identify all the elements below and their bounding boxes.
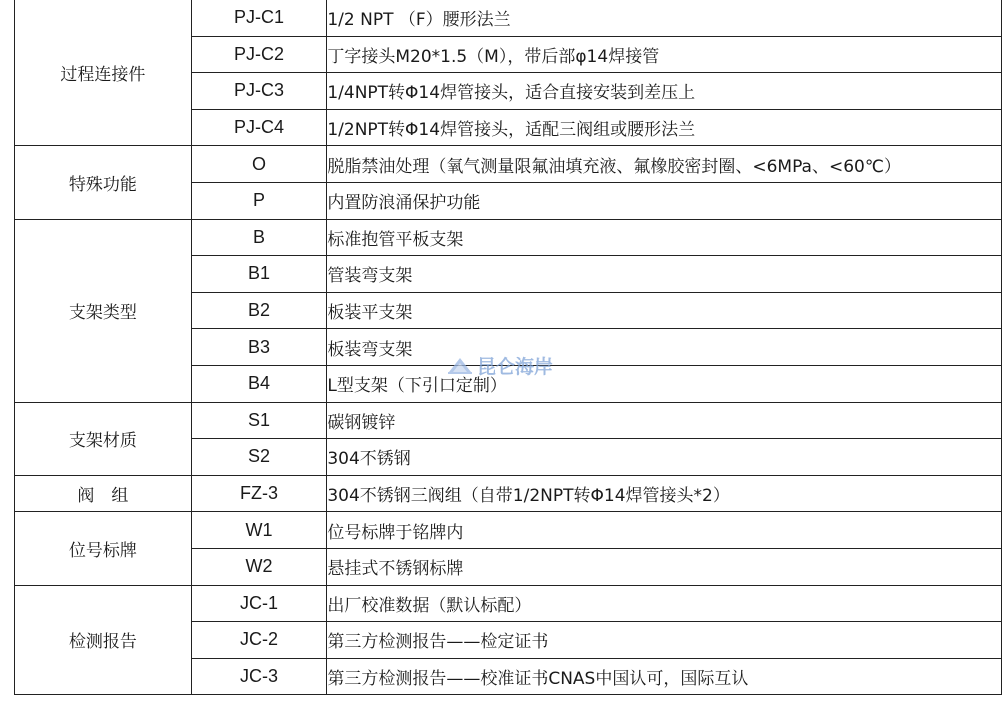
option-description-cell: 1/4NPT转Φ14焊管接头，适合直接安装到差压上	[327, 73, 1002, 110]
option-code-cell: PJ-C3	[191, 73, 327, 110]
option-description-cell: 板装弯支架	[327, 329, 1002, 366]
table-row	[15, 585, 1002, 622]
option-code-cell: W2	[191, 548, 327, 585]
table-row	[15, 512, 1002, 549]
category-cell: 位号标牌	[15, 512, 192, 585]
option-description-cell: 304不锈钢三阀组（自带1/2NPT转Φ14焊管接头*2）	[327, 475, 1002, 512]
category-cell: 支架材质	[15, 402, 192, 475]
option-code-cell: JC-2	[191, 622, 327, 659]
option-description-cell: 脱脂禁油处理（氧气测量限氟油填充液、氟橡胶密封圈、<6MPa、<60℃）	[327, 146, 1002, 183]
option-code-cell: S2	[191, 439, 327, 476]
table-row	[15, 146, 1002, 183]
option-code-cell: S1	[191, 402, 327, 439]
option-code-cell: B3	[191, 329, 327, 366]
option-description-cell: 内置防浪涌保护功能	[327, 182, 1002, 219]
option-code-cell: PJ-C2	[191, 36, 327, 73]
options-table	[14, 0, 1002, 695]
option-code-cell: JC-1	[191, 585, 327, 622]
options-table-body	[15, 0, 1002, 695]
option-code-cell: B	[191, 219, 327, 256]
option-description-cell: 1/2NPT转Φ14焊管接头，适配三阀组或腰形法兰	[327, 109, 1002, 146]
option-code-cell: PJ-C4	[191, 109, 327, 146]
category-cell: 特殊功能	[15, 146, 192, 219]
option-code-cell: PJ-C1	[191, 0, 327, 36]
option-code-cell: B2	[191, 292, 327, 329]
option-description-cell: 管装弯支架	[327, 256, 1002, 293]
option-description-cell: L型支架（下引口定制）	[327, 365, 1002, 402]
option-code-cell: B1	[191, 256, 327, 293]
option-description-cell: 丁字接头M20*1.5（M），带后部φ14焊接管	[327, 36, 1002, 73]
option-code-cell: O	[191, 146, 327, 183]
category-cell: 支架类型	[15, 219, 192, 402]
table-row	[15, 219, 1002, 256]
watermark-text: 昆仑海岸	[477, 356, 554, 378]
option-description-cell: 悬挂式不锈钢标牌	[327, 548, 1002, 585]
table-row	[15, 402, 1002, 439]
option-description-cell: 304不锈钢	[327, 439, 1002, 476]
option-description-cell: 出厂校准数据（默认标配）	[327, 585, 1002, 622]
option-description-cell: 第三方检测报告——校准证书CNAS中国认可，国际互认	[327, 658, 1002, 695]
category-cell: 检测报告	[15, 585, 192, 695]
option-code-cell: W1	[191, 512, 327, 549]
option-code-cell: FZ-3	[191, 475, 327, 512]
option-description-cell: 标准抱管平板支架	[327, 219, 1002, 256]
option-code-cell: P	[191, 182, 327, 219]
option-description-cell: 碳钢镀锌	[327, 402, 1002, 439]
table-row	[15, 475, 1002, 512]
option-code-cell: B4	[191, 365, 327, 402]
option-description-cell: 板装平支架	[327, 292, 1002, 329]
table-row	[15, 0, 1002, 36]
option-code-cell: JC-3	[191, 658, 327, 695]
category-cell: 过程连接件	[15, 0, 192, 146]
category-cell: 阀 组	[15, 475, 192, 512]
option-description-cell: 1/2 NPT （F）腰形法兰	[327, 0, 1002, 36]
option-description-cell: 第三方检测报告——检定证书	[327, 622, 1002, 659]
option-description-cell: 位号标牌于铭牌内	[327, 512, 1002, 549]
